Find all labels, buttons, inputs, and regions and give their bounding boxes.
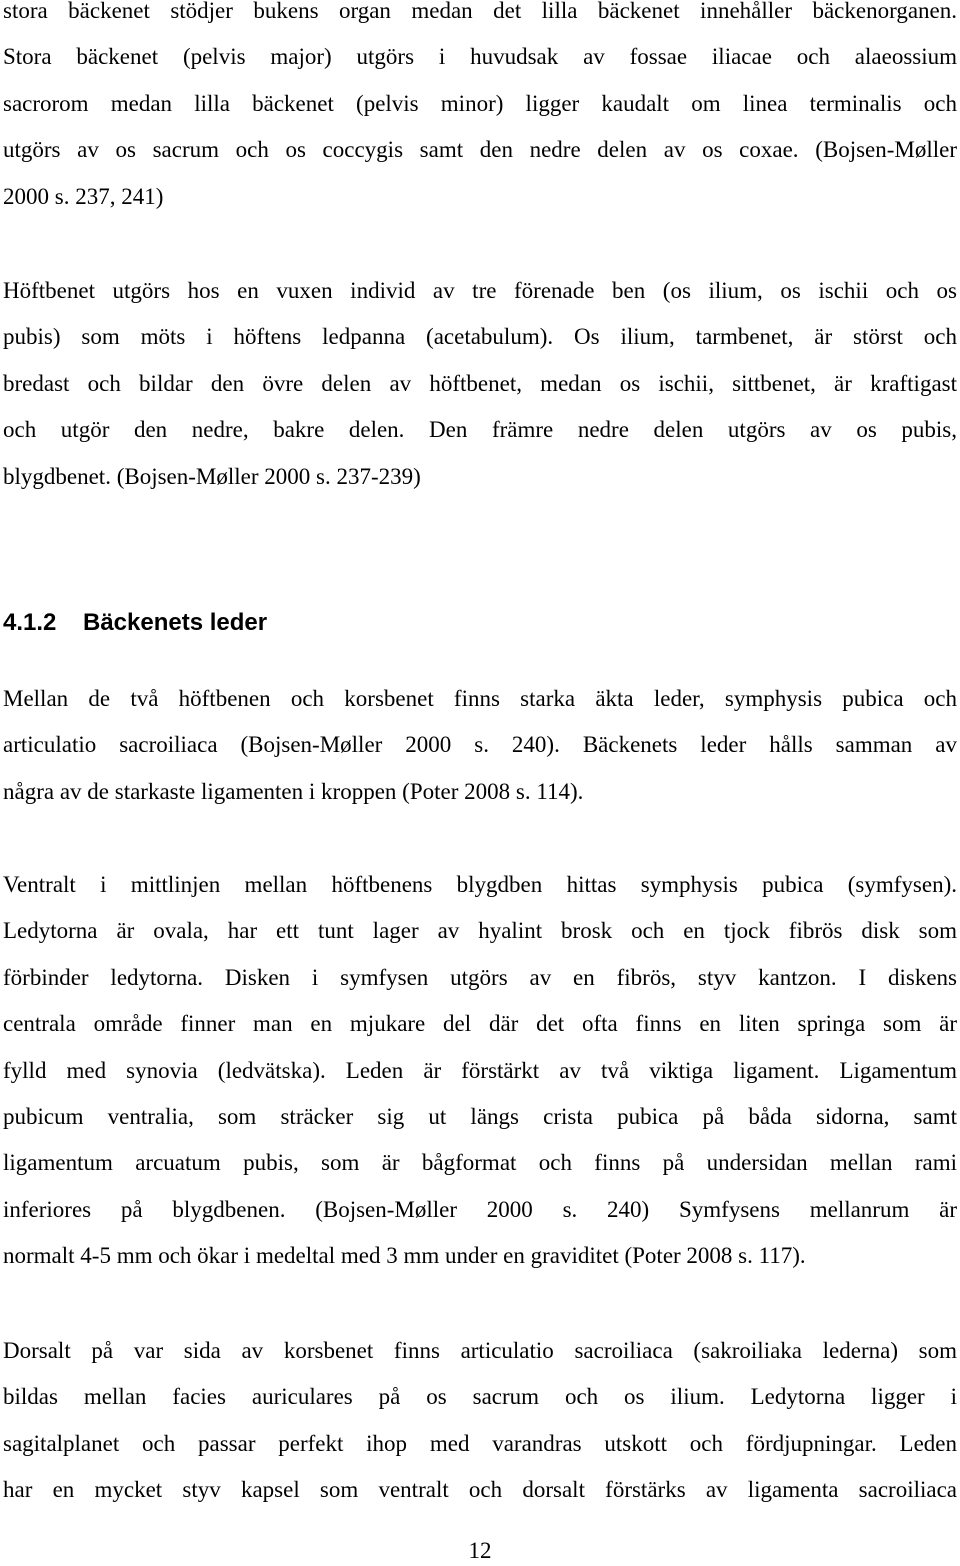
section-heading <box>3 608 267 638</box>
text-line: sacrorom medan lilla bäckenet (pelvis minor) ligger kaudalt om linea terminalis och <box>3 90 957 116</box>
text-line: articulatio sacroiliaca (Bojsen-Møller 2000 s. 240). Bäckenets leder hålls samman av <box>3 732 957 758</box>
text-line: Höftbenet utgörs hos en vuxen individ av tre förenade ben (os ilium, os ischii och os <box>3 278 957 303</box>
text-line: några av de starkaste ligamenten i kroppen (Poter 2008 s. 114). <box>3 778 584 804</box>
text-line: och utgör den nedre, bakre delen. Den främre nedre delen utgörs av os pubis, <box>3 417 957 443</box>
text-line: förbinder ledytorna. Disken i symfysen utgörs av en fibrös, styv kantzon. I diskens <box>3 964 957 990</box>
text-line: stora bäckenet stödjer bukens organ medan det lilla bäckenet innehåller bäckenorganen. <box>3 0 957 23</box>
text-line: har en mycket styv kapsel som ventralt och dorsalt förstärks av ligamenta sacroiliaca <box>3 1477 957 1503</box>
text-line: bildas mellan facies auriculares på os sacrum och os ilium. Ledytorna ligger i <box>3 1384 957 1410</box>
text-line: bredast och bildar den övre delen av höftbenet, medan os ischii, sittbenet, är kraftigast <box>3 370 957 396</box>
paragraph-symphysis <box>3 862 957 1280</box>
text-line: Dorsalt på var sida av korsbenet finns articulatio sacroiliaca (sakroiliaka lederna) som <box>3 1338 957 1363</box>
text-line: ligamentum arcuatum pubis, som är bågformat och finns på undersidan mellan rami <box>3 1150 957 1176</box>
text-line: sagitalplanet och passar perfekt ihop med varandras utskott och fördjupningar. Leden <box>3 1430 957 1456</box>
section-title: Bäckenets leder <box>83 609 268 636</box>
text-line: Mellan de två höftbenen och korsbenet finns starka äkta leder, symphysis pubica och <box>3 686 957 711</box>
paragraph-pelvic-joints <box>3 676 957 815</box>
text-line: Ventralt i mittlinjen mellan höftbenens blygdben hittas symphysis pubica (symfysen). <box>3 872 957 897</box>
text-line: pubis) som möts i höftens ledpanna (acetabulum). Os ilium, tarmbenet, är störst och <box>3 324 957 350</box>
paragraph-sacroiliac <box>3 1328 957 1514</box>
text-line: 2000 s. 237, 241) <box>3 183 164 209</box>
text-line: pubicum ventralia, som sträcker sig ut längs crista pubica på båda sidorna, samt <box>3 1104 957 1130</box>
section-number: 4.1.2 <box>3 609 57 636</box>
paragraph-pelvis-intro <box>3 0 957 220</box>
text-line: inferiores på blygdbenen. (Bojsen-Møller 2000 s. 240) Symfysens mellanrum är <box>3 1196 957 1222</box>
text-line: utgörs av os sacrum och os coccygis samt den nedre delen av os coxae. (Bojsen-Møller <box>3 137 957 163</box>
text-line: centrala område finner man en mjukare del där det ofta finns en liten springa som är <box>3 1011 957 1037</box>
page-number: 12 <box>468 1538 492 1563</box>
text-line: Ledytorna är ovala, har ett tunt lager av hyalint brosk och en tjock fibrös disk som <box>3 918 957 944</box>
text-line: blygdbenet. (Bojsen-Møller 2000 s. 237-239) <box>3 463 421 489</box>
text-line: normalt 4-5 mm och ökar i medeltal med 3 mm under en graviditet (Poter 2008 s. 117). <box>3 1243 806 1269</box>
text-line: fylld med synovia (ledvätska). Leden är förstärkt av två viktiga ligament. Ligamentum <box>3 1057 957 1083</box>
paragraph-hip-bone <box>3 268 957 500</box>
text-line: Stora bäckenet (pelvis major) utgörs i huvudsak av fossae iliacae och alaeossium <box>3 44 957 70</box>
